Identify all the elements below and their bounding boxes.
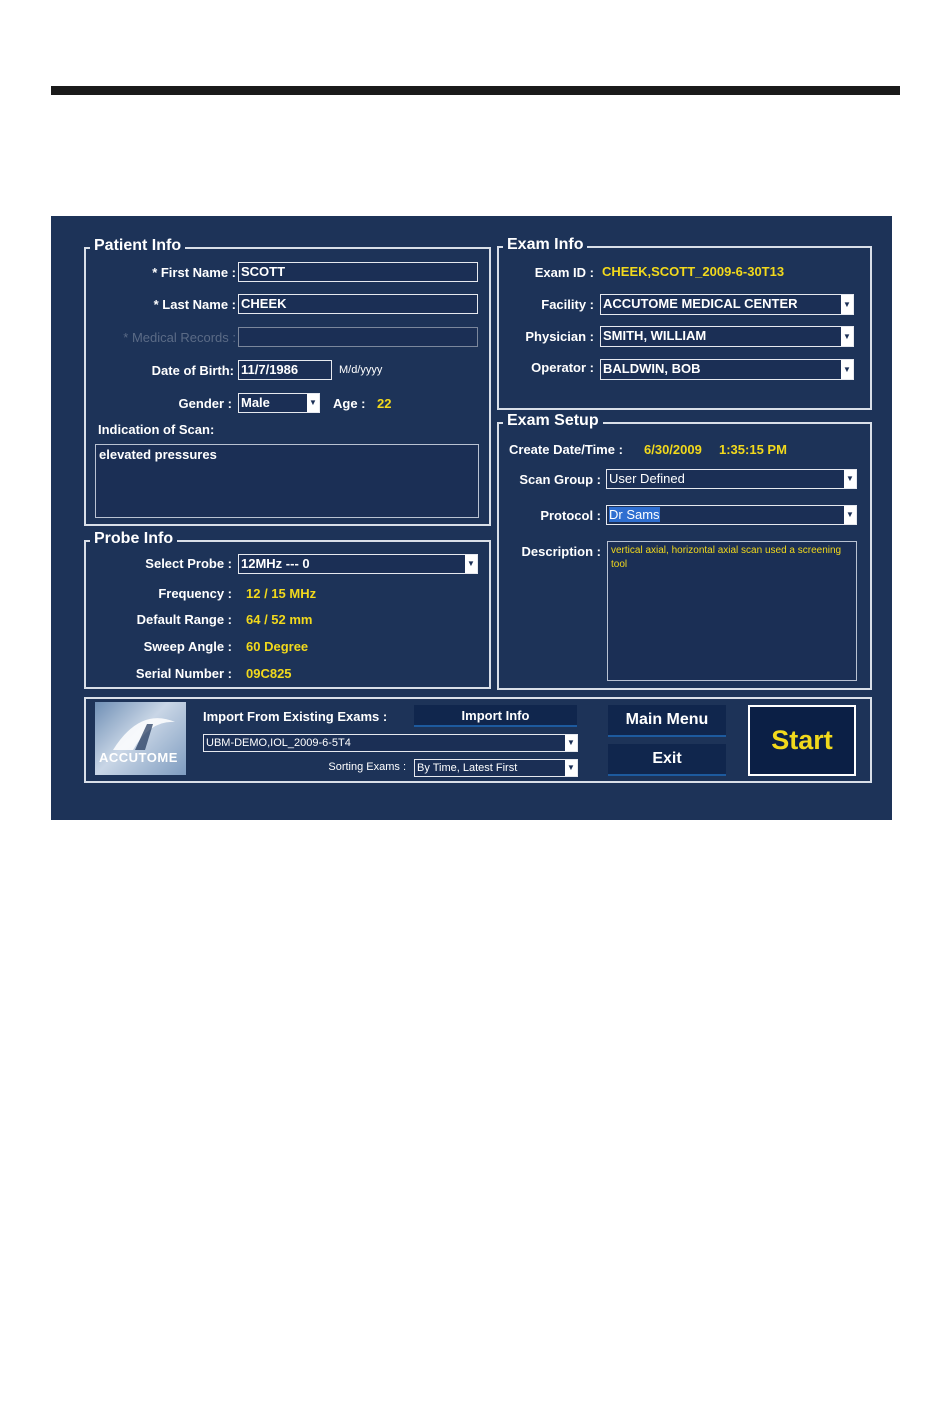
- protocol-label: Protocol :: [540, 508, 601, 523]
- frequency-value: 12 / 15 MHz: [246, 586, 317, 601]
- logo-wordmark: ACCUTOME: [99, 750, 178, 765]
- chevron-down-icon[interactable]: ▼: [841, 295, 853, 314]
- exit-button[interactable]: Exit: [608, 744, 726, 776]
- scan-group-value: User Defined: [609, 471, 685, 486]
- main-menu-button[interactable]: Main Menu: [608, 705, 726, 737]
- default-range-value: 64 / 52 mm: [246, 612, 313, 627]
- operator-select[interactable]: [600, 359, 854, 380]
- probe-select[interactable]: [238, 554, 478, 574]
- description-label: Description :: [521, 544, 601, 559]
- dob-format-hint: M/d/yyyy: [339, 364, 383, 376]
- sweep-angle-label: Sweep Angle :: [143, 639, 232, 654]
- exam-setup-title: Exam Setup: [503, 411, 603, 431]
- last-name-input[interactable]: CHEEK: [238, 294, 478, 314]
- patient-info-title: Patient Info: [90, 236, 185, 256]
- select-probe-label: Select Probe :: [145, 556, 232, 571]
- protocol-value: Dr Sams: [609, 507, 660, 522]
- exam-info-title: Exam Info: [503, 235, 587, 255]
- top-rule: [51, 86, 900, 95]
- operator-label: Operator :: [531, 360, 594, 375]
- import-exam-value: UBM-DEMO,IOL_2009-6-5T4: [206, 737, 351, 749]
- chevron-down-icon[interactable]: ▼: [465, 555, 477, 573]
- first-name-input[interactable]: SCOTT: [238, 262, 478, 282]
- age-value: 22: [377, 396, 392, 411]
- physician-select[interactable]: [600, 326, 854, 347]
- chevron-down-icon[interactable]: ▼: [841, 360, 853, 379]
- probe-value: 12MHz --- 0: [241, 556, 310, 571]
- probe-info-title: Probe Info: [90, 529, 177, 549]
- gender-label: Gender :: [178, 396, 232, 411]
- scan-group-label: Scan Group :: [519, 472, 601, 487]
- chevron-down-icon[interactable]: ▼: [841, 327, 853, 346]
- create-time-value: 1:35:15 PM: [719, 442, 787, 457]
- serial-number-value: 09C825: [246, 666, 292, 681]
- chevron-down-icon[interactable]: ▼: [844, 506, 856, 524]
- dob-input[interactable]: 11/7/1986: [238, 360, 332, 380]
- physician-label: Physician :: [525, 329, 594, 344]
- medical-records-input[interactable]: [238, 327, 478, 347]
- chevron-down-icon[interactable]: ▼: [565, 760, 577, 776]
- import-label: Import From Existing Exams :: [203, 709, 388, 724]
- gender-select[interactable]: [238, 393, 320, 413]
- chevron-down-icon[interactable]: ▼: [844, 470, 856, 488]
- import-info-button[interactable]: Import Info: [414, 705, 577, 727]
- indication-textarea[interactable]: elevated pressures: [95, 444, 479, 518]
- first-name-label: * First Name :: [152, 265, 236, 280]
- sweep-angle-value: 60 Degree: [246, 639, 309, 654]
- facility-select[interactable]: [600, 294, 854, 315]
- sorting-value: By Time, Latest First: [417, 762, 518, 774]
- chevron-down-icon[interactable]: ▼: [565, 735, 577, 751]
- operator-value: BALDWIN, BOB: [603, 361, 701, 376]
- gender-value: Male: [241, 395, 270, 410]
- facility-value: ACCUTOME MEDICAL CENTER: [603, 296, 798, 311]
- create-date-value: 6/30/2009: [644, 442, 702, 457]
- facility-label: Facility :: [541, 297, 594, 312]
- protocol-select[interactable]: [606, 505, 857, 525]
- physician-value: SMITH, WILLIAM: [603, 328, 707, 343]
- patient-exam-screen: [51, 216, 892, 820]
- medical-records-label: * Medical Records :: [123, 330, 236, 345]
- accutome-logo: [95, 702, 186, 775]
- start-button[interactable]: Start: [748, 705, 856, 776]
- scan-group-select[interactable]: [606, 469, 857, 489]
- description-textarea[interactable]: vertical axial, horizontal axial scan used a screening tool: [607, 541, 857, 681]
- age-label: Age :: [333, 396, 366, 411]
- last-name-label: * Last Name :: [153, 297, 236, 312]
- frequency-label: Frequency :: [158, 586, 232, 601]
- serial-number-label: Serial Number :: [135, 666, 232, 681]
- dob-label: Date of Birth:: [151, 363, 234, 378]
- exam-id-label: Exam ID :: [534, 265, 594, 280]
- exam-id-value: CHEEK,SCOTT_2009-6-30T13: [602, 264, 785, 279]
- default-range-label: Default Range :: [136, 612, 232, 627]
- chevron-down-icon[interactable]: ▼: [307, 394, 319, 412]
- sorting-select[interactable]: [414, 759, 578, 777]
- create-datetime-label: Create Date/Time :: [509, 442, 623, 457]
- sorting-label: Sorting Exams :: [328, 761, 406, 773]
- import-exam-select[interactable]: [203, 734, 578, 752]
- indication-label: Indication of Scan:: [98, 422, 215, 437]
